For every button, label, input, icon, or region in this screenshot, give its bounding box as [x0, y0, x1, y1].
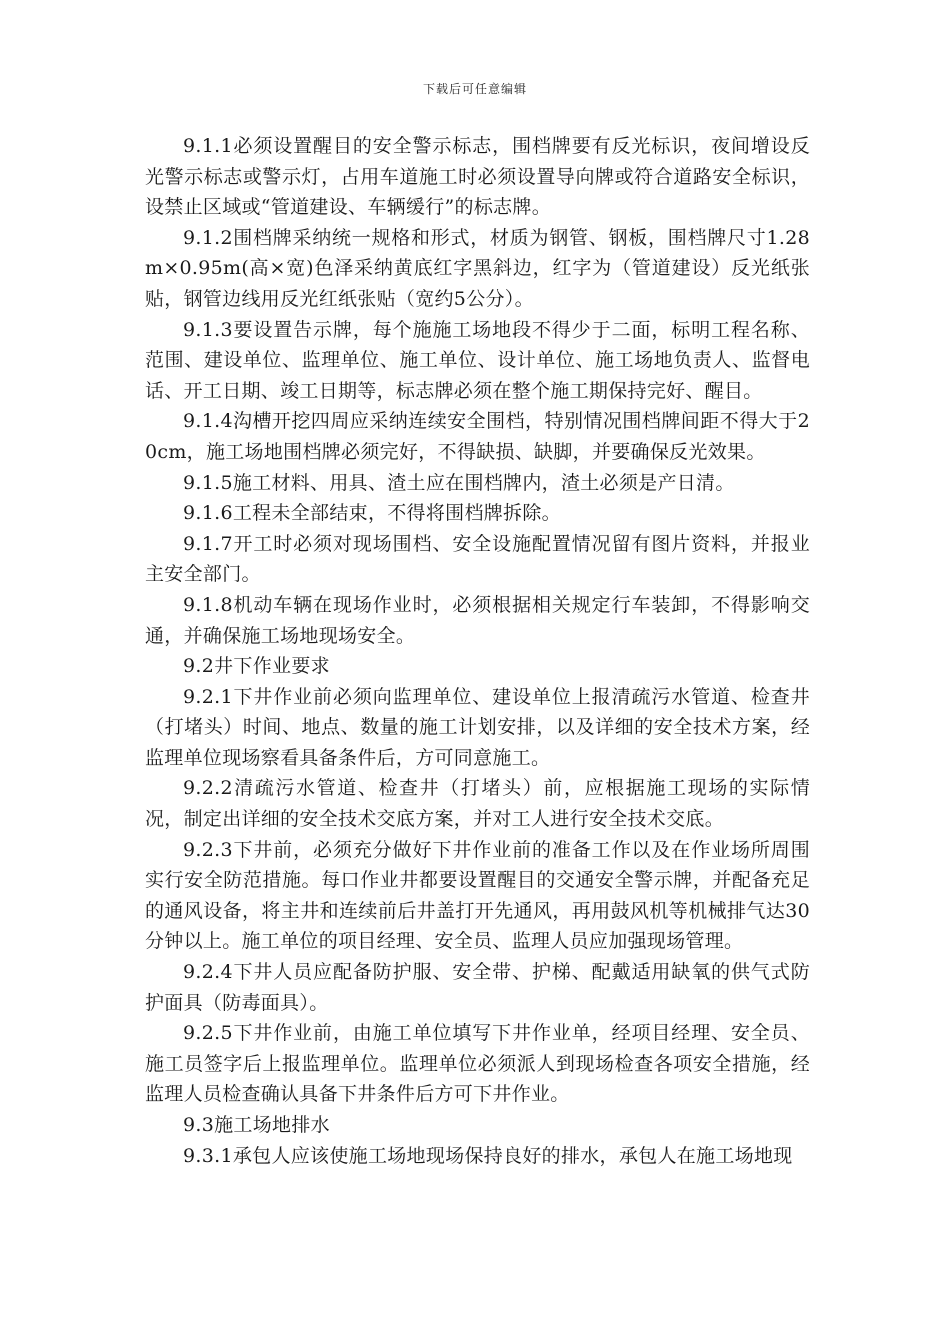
paragraph: 9.1.6工程未全部结束，不得将围档牌拆除。: [183, 502, 561, 525]
paragraph: 9.1.8机动车辆在现场作业时，必须根据相关规定行车装卸，不得影响交通，并确保施工场地现场安全。: [145, 593, 810, 647]
paragraph: 9.2.4下井人员应配备防护服、安全带、护梯、配戴适用缺氧的供气式防护面具（防毒面具）。: [145, 961, 810, 1014]
section-heading: 9.3施工场地排水: [183, 1114, 330, 1136]
paragraph: 9.1.3要设置告示牌，每个施施工场地段不得少于二面，标明工程名称、范围、建设单位、监理单位、施工单位、设计单位、施工场地负责人、监督电话、开工日期、竣工日期等，标志牌必须在整个施工期保持完好、醒目。: [145, 318, 810, 402]
document-body: [145, 131, 810, 1171]
paragraph: 9.3.1承包人应该使施工场地现场保持良好的排水，承包人在施工场地现: [183, 1144, 793, 1167]
section-heading: 9.2井下作业要求: [183, 655, 330, 678]
page-header: 下载后可任意编辑: [422, 82, 527, 96]
paragraph: 9.2.1下井作业前必须向监理单位、建设单位上报清疏污水管道、检查井（打堵头）时间、地点、数量的施工计划安排，以及详细的安全技术方案，经监理单位现场察看具备条件后，方可同意施工。: [145, 685, 810, 769]
paragraph: 9.2.3下井前，必须充分做好下井作业前的准备工作以及在作业场所周围实行安全防范措施。每口作业井都要设置醒目的交通安全警示牌，并配备充足的通风设备，将主井和连续前后井盖打开先通风，再用鼓风机等机械排气达30分钟以上。施工单位的项目经理、安全员、监理人员应加强现场管理。: [145, 838, 810, 953]
paragraph: 9.2.5下井作业前，由施工单位填写下井作业单，经项目经理、安全员、施工员签字后上报监理单位。监理单位必须派人到现场检查各项安全措施，经监理人员检查确认具备下井条件后方可下井作业。: [145, 1022, 810, 1106]
paragraph: 9.1.7开工时必须对现场围档、安全设施配置情况留有图片资料，并报业主安全部门。: [145, 532, 810, 586]
paragraph: 9.1.5施工材料、用具、渣土应在围档牌内，渣土必须是产日清。: [183, 471, 735, 494]
paragraph: 9.1.2围档牌采纳统一规格和形式，材质为钢管、钢板，围档牌尺寸1.28m×0.95m(高×宽)色泽采纳黄底红字黑斜边，红字为（管道建设）反光纸张贴，钢管边线用反光红纸张贴（宽约5公分）。: [145, 226, 810, 310]
paragraph: 9.1.1必须设置醒目的安全警示标志，围档牌要有反光标识，夜间增设反光警示标志或警示灯，占用车道施工时必须设置导向牌或符合道路安全标识，设禁止区域或“管道建设、车辆缓行”的标志牌。: [145, 135, 810, 219]
paragraph: 9.2.2清疏污水管道、检查井（打堵头）前，应根据施工现场的实际情况，制定出详细的安全技术交底方案，并对工人进行安全技术交底。: [145, 777, 810, 831]
paragraph: 9.1.4沟槽开挖四周应采纳连续安全围档，特别情况围档牌间距不得大于20cm，施工场地围档牌必须完好，不得缺损、缺脚，并要确保反光效果。: [145, 410, 810, 463]
